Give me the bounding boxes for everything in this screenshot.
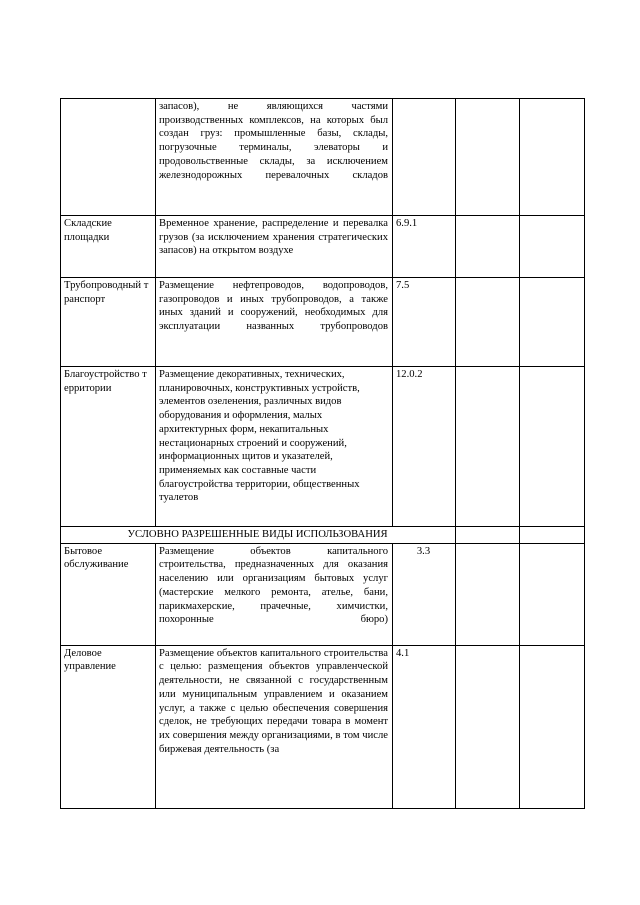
table-row <box>61 645 585 808</box>
table-row <box>61 216 585 278</box>
use-description-cell: запасов), не являющихся частями производственных комплексов, на которых был создан груз: промышленные базы, склады, погрузочные терминалы, элеваторы и продовольственные склады, за исключением железнодорожных перевалочных складов <box>156 99 393 216</box>
empty-cell <box>456 527 520 544</box>
empty-cell <box>520 216 585 278</box>
use-name-cell: Трубопроводный транспорт <box>61 278 156 367</box>
table-row <box>61 543 585 645</box>
use-code-cell: 12.0.2 <box>393 367 456 527</box>
empty-cell <box>520 99 585 216</box>
use-name-cell: Деловое управление <box>61 645 156 808</box>
use-name-cell: Складские площадки <box>61 216 156 278</box>
use-code-cell: 4.1 <box>393 645 456 808</box>
empty-cell <box>520 278 585 367</box>
empty-cell <box>520 543 585 645</box>
empty-cell <box>456 216 520 278</box>
use-name-cell <box>61 99 156 216</box>
use-description-cell: Размещение объектов капитального строительства, предназначенных для оказания населению или организациям бытовых услуг (мастерские мелкого ремонта, ателье, бани, парикмахерские, прачечные, химчистки, похоронные бюро) <box>156 543 393 645</box>
use-name-cell: Благоустройство территории <box>61 367 156 527</box>
table-row <box>61 278 585 367</box>
use-code-cell <box>393 99 456 216</box>
empty-cell <box>520 645 585 808</box>
empty-cell <box>520 527 585 544</box>
use-name-cell: Бытовое обслуживание <box>61 543 156 645</box>
land-use-table <box>60 98 585 809</box>
use-description-cell: Размещение декоративных, технических, планировочных, конструктивных устройств, элементов озеленения, различных видов оборудования и оформления, малых архитектурных форм, некапитальных нестационарных строений и сооружений, информационных щитов и указателей, применяемых как составные части благоустройства территории, общественных туалетов <box>156 367 393 527</box>
use-description-cell: Размещение объектов капитального строительства с целью: размещения объектов управленческой деятельности, не связанной с государственным или муниципальным управлением и оказанием услуг, а также с целью обеспечения совершения сделок, не требующих передачи товара в момент их совершения между организациями, в том числе биржевая деятельность (за <box>156 645 393 808</box>
empty-cell <box>456 278 520 367</box>
table-row <box>61 99 585 216</box>
empty-cell <box>520 367 585 527</box>
section-title: УСЛОВНО РАЗРЕШЕННЫЕ ВИДЫ ИСПОЛЬЗОВАНИЯ <box>61 527 456 544</box>
use-description-cell: Размещение нефтепроводов, водопроводов, газопроводов и иных трубопроводов, а также иных зданий и сооружений, необходимых для эксплуатации названных трубопроводов <box>156 278 393 367</box>
section-header-row <box>61 527 585 544</box>
use-code-cell: 3.3 <box>393 543 456 645</box>
table-row <box>61 367 585 527</box>
empty-cell <box>456 367 520 527</box>
empty-cell <box>456 99 520 216</box>
empty-cell <box>456 645 520 808</box>
empty-cell <box>456 543 520 645</box>
use-code-cell: 6.9.1 <box>393 216 456 278</box>
use-code-cell: 7.5 <box>393 278 456 367</box>
use-description-cell: Временное хранение, распределение и перевалка грузов (за исключением хранения стратегических запасов) на открытом воздухе <box>156 216 393 278</box>
